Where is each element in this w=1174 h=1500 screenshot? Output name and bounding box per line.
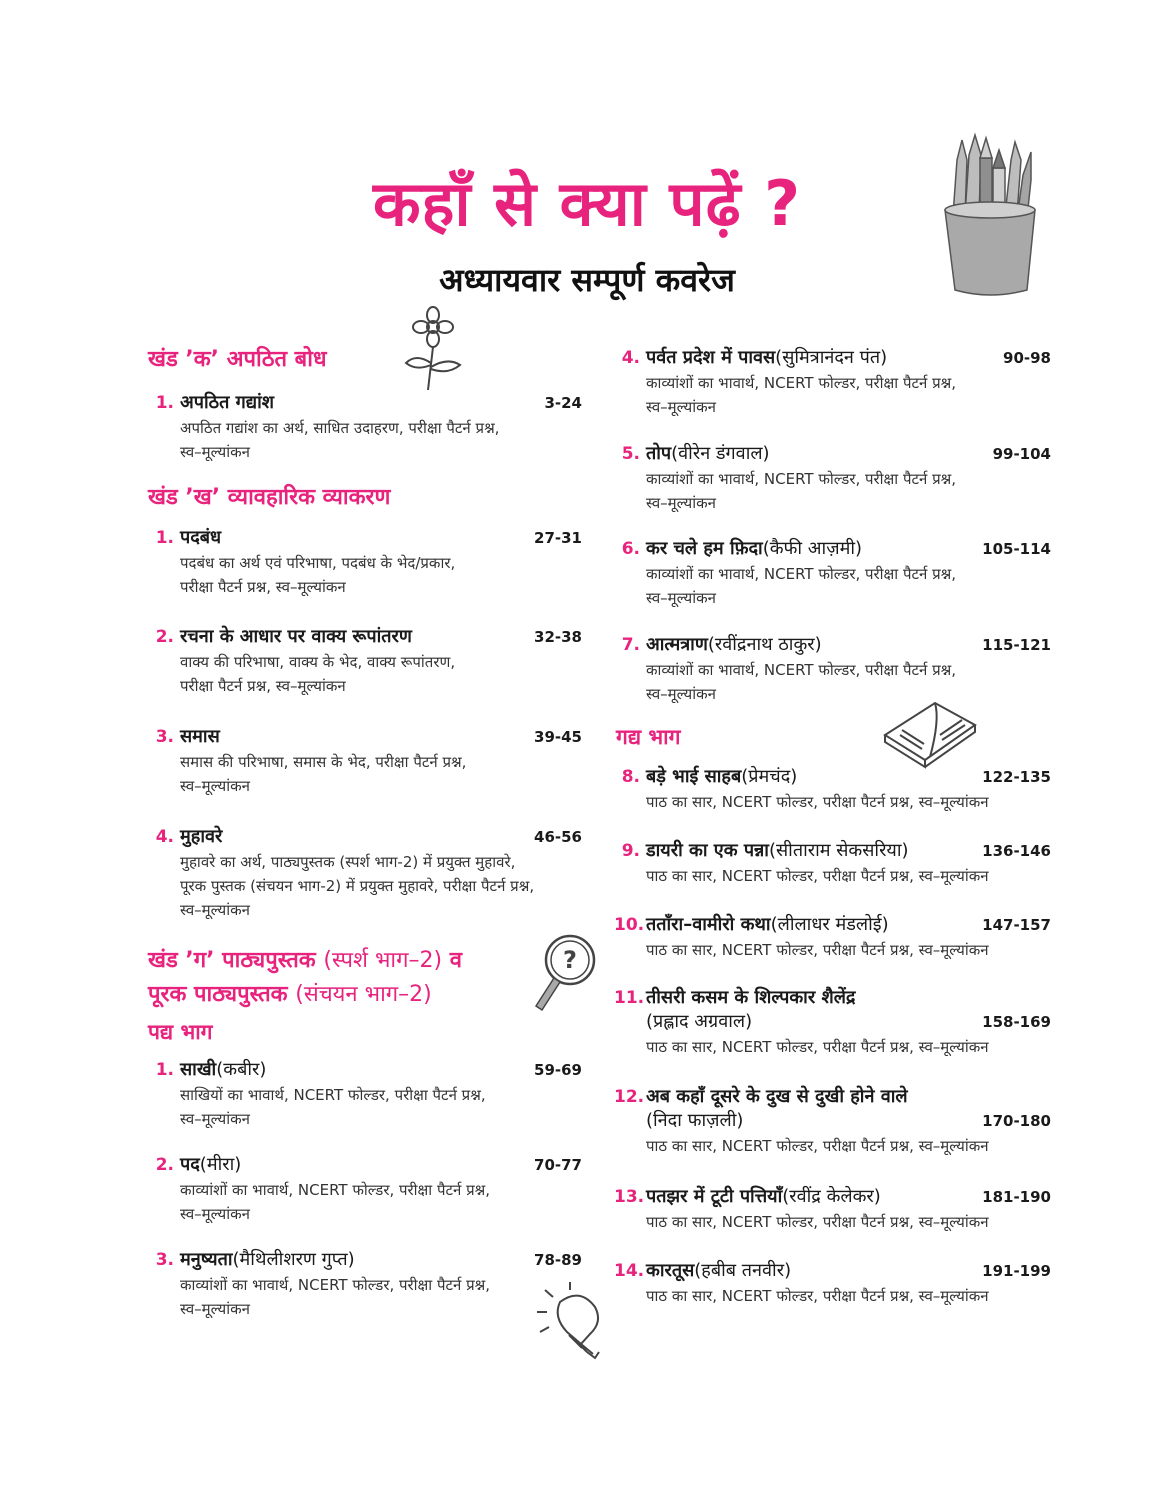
entry-description: पाठ का सार, NCERT फोल्डर, परीक्षा पैटर्न प्रश्न, स्व–मूल्यांकन bbox=[646, 1213, 989, 1231]
entry-description: साखियों का भावार्थ, NCERT फोल्डर, परीक्षा पैटर्न प्रश्न, bbox=[180, 1086, 486, 1104]
entry-title: बड़े भाई साहब bbox=[646, 766, 742, 787]
entry-description: पाठ का सार, NCERT फोल्डर, परीक्षा पैटर्न प्रश्न, स्व–मूल्यांकन bbox=[646, 1038, 989, 1056]
entry-author: (हबीब तनवीर) bbox=[694, 1260, 792, 1281]
entry-author: (कैफी आज़मी) bbox=[762, 538, 863, 559]
entry-description: पाठ का सार, NCERT फोल्डर, परीक्षा पैटर्न प्रश्न, स्व–मूल्यांकन bbox=[646, 1137, 989, 1155]
entry-description: स्व–मूल्यांकन bbox=[646, 494, 716, 512]
entry-number: 3. bbox=[155, 1250, 174, 1270]
entry-number: 14. bbox=[614, 1261, 645, 1281]
flower-icon bbox=[398, 305, 468, 395]
entry-author: (वीरेन डंगवाल) bbox=[671, 443, 770, 464]
entry-author: (निदा फाज़ली) bbox=[646, 1110, 744, 1131]
entry-description: काव्यांशों का भावार्थ, NCERT फोल्डर, परीक्षा पैटर्न प्रश्न, bbox=[646, 470, 957, 488]
toc-entry-padbandh[interactable] bbox=[148, 525, 582, 599]
pencil-cup-icon bbox=[935, 130, 1045, 300]
entry-pages: 39-45 bbox=[534, 728, 582, 746]
entry-pages: 181-190 bbox=[982, 1188, 1051, 1206]
entry-number: 8. bbox=[621, 767, 640, 787]
entry-author: (रवींद्र केलेकर) bbox=[782, 1186, 881, 1207]
entry-number: 10. bbox=[614, 915, 645, 935]
toc-entry-rachna[interactable] bbox=[148, 624, 582, 698]
magnifier-question-icon bbox=[530, 930, 600, 1015]
entry-pages: 136-146 bbox=[982, 842, 1051, 860]
section-heading-label: खंड ’क’ अपठित बोध bbox=[148, 347, 327, 372]
entry-description: पूरक पुस्तक (संचयन भाग-2) में प्रयुक्त मुहावरे, परीक्षा पैटर्न प्रश्न, bbox=[180, 877, 535, 895]
section-heading-paren: (संचयन भाग–2) bbox=[295, 982, 432, 1007]
entry-pages: 115-121 bbox=[982, 636, 1051, 654]
entry-pages: 147-157 bbox=[982, 916, 1051, 934]
entry-author: (कबीर) bbox=[216, 1059, 267, 1080]
section-heading-label: पूरक पाठ्यपुस्तक bbox=[148, 982, 296, 1007]
entry-number: 7. bbox=[621, 635, 640, 655]
entry-number: 9. bbox=[621, 841, 640, 861]
section-heading-label: पद्य भाग bbox=[148, 1020, 213, 1044]
entry-title: मनुष्यता bbox=[180, 1249, 233, 1270]
entry-title: पदबंध bbox=[180, 527, 222, 548]
entry-pages: 32-38 bbox=[534, 628, 582, 646]
entry-number: 3. bbox=[155, 727, 174, 747]
entry-author: (मीरा) bbox=[199, 1154, 242, 1175]
entry-number: 6. bbox=[621, 539, 640, 559]
toc-entry-kartoos[interactable] bbox=[614, 1258, 1051, 1308]
section-heading-padya bbox=[148, 1015, 213, 1049]
entry-description: स्व–मूल्यांकन bbox=[646, 685, 716, 703]
toc-entry-parvat[interactable] bbox=[614, 345, 1051, 419]
toc-entry-atmatran[interactable] bbox=[614, 632, 1051, 706]
entry-description: पदबंध का अर्थ एवं परिभाषा, पदबंध के भेद/प्रकार, bbox=[180, 554, 456, 572]
entry-description: काव्यांशों का भावार्थ, NCERT फोल्डर, परीक्षा पैटर्न प्रश्न, bbox=[180, 1276, 491, 1294]
entry-pages: 90-98 bbox=[1003, 349, 1051, 367]
entry-description: स्व–मूल्यांकन bbox=[646, 398, 716, 416]
entry-title: अब कहाँ दूसरे के दुख से दुखी होने वाले bbox=[646, 1086, 908, 1107]
toc-entry-samas[interactable] bbox=[148, 724, 582, 798]
entry-description: स्व–मूल्यांकन bbox=[180, 777, 250, 795]
open-book-icon bbox=[880, 695, 980, 775]
section-heading-label: खंड ’ख’ व्यावहारिक व्याकरण bbox=[148, 485, 391, 510]
toc-entry-teesri[interactable] bbox=[614, 985, 1051, 1059]
entry-number: 1. bbox=[155, 528, 174, 548]
entry-number: 13. bbox=[614, 1187, 645, 1207]
entry-number: 1. bbox=[155, 1060, 174, 1080]
entry-description: काव्यांशों का भावार्थ, NCERT फोल्डर, परीक्षा पैटर्न प्रश्न, bbox=[646, 565, 957, 583]
entry-pages: 158-169 bbox=[982, 1013, 1051, 1031]
entry-number: 11. bbox=[614, 988, 645, 1008]
entry-title: साखी bbox=[180, 1059, 217, 1080]
entry-pages: 99-104 bbox=[992, 445, 1051, 463]
entry-description: वाक्य की परिभाषा, वाक्य के भेद, वाक्य रूपांतरण, bbox=[180, 653, 456, 671]
entry-description: स्व–मूल्यांकन bbox=[180, 1205, 250, 1223]
toc-entry-muhavare[interactable] bbox=[148, 824, 582, 922]
entry-author: (लीलाधर मंडलोई) bbox=[770, 914, 889, 935]
entry-description: पाठ का सार, NCERT फोल्डर, परीक्षा पैटर्न प्रश्न, स्व–मूल्यांकन bbox=[646, 1287, 989, 1305]
entry-title: डायरी का एक पन्ना bbox=[646, 840, 769, 861]
section-heading-tail: व bbox=[442, 948, 463, 973]
entry-pages: 46-56 bbox=[534, 828, 582, 846]
entry-author: (रवींद्रनाथ ठाकुर) bbox=[707, 634, 822, 655]
entry-title: समास bbox=[180, 726, 220, 747]
entry-description: पाठ का सार, NCERT फोल्डर, परीक्षा पैटर्न प्रश्न, स्व–मूल्यांकन bbox=[646, 793, 989, 811]
section-heading-khand-ka bbox=[148, 343, 326, 377]
entry-pages: 105-114 bbox=[982, 540, 1051, 558]
entry-number: 4. bbox=[621, 348, 640, 368]
toc-entry-patjhar[interactable] bbox=[614, 1184, 1051, 1234]
entry-description: स्व–मूल्यांकन bbox=[646, 589, 716, 607]
toc-entry-bade-bhai[interactable] bbox=[614, 764, 1051, 814]
toc-entry-sakhi[interactable] bbox=[148, 1057, 582, 1131]
entry-title: पर्वत प्रदेश में पावस bbox=[646, 347, 776, 368]
toc-entry-top[interactable] bbox=[614, 441, 1051, 515]
entry-pages: 27-31 bbox=[534, 529, 582, 547]
toc-entry-pad[interactable] bbox=[148, 1152, 582, 1226]
section-heading-label: गद्य भाग bbox=[616, 725, 681, 749]
entry-description: काव्यांशों का भावार्थ, NCERT फोल्डर, परीक्षा पैटर्न प्रश्न, bbox=[646, 661, 957, 679]
entry-title: रचना के आधार पर वाक्य रूपांतरण bbox=[180, 626, 412, 647]
entry-description: परीक्षा पैटर्न प्रश्न, स्व–मूल्यांकन bbox=[180, 677, 346, 695]
section-heading-purak bbox=[148, 978, 432, 1012]
page-title: कहाँ से क्या पढ़ें ? bbox=[372, 167, 802, 240]
entry-title: तताँरा–वामीरो कथा bbox=[646, 914, 771, 935]
toc-entry-ab-kahan[interactable] bbox=[614, 1084, 1051, 1158]
entry-description: परीक्षा पैटर्न प्रश्न, स्व–मूल्यांकन bbox=[180, 578, 346, 596]
entry-author: (सीताराम सेकसरिया) bbox=[768, 840, 909, 861]
entry-description: काव्यांशों का भावार्थ, NCERT फोल्डर, परीक्षा पैटर्न प्रश्न, bbox=[180, 1181, 491, 1199]
section-heading-khand-kha bbox=[148, 481, 390, 515]
entry-number: 2. bbox=[155, 627, 174, 647]
section-heading-label: खंड ’ग’ पाठ्यपुस्तक bbox=[148, 948, 324, 973]
entry-description: स्व–मूल्यांकन bbox=[180, 1300, 250, 1318]
entry-title: पतझर में टूटी पत्तियाँ bbox=[646, 1186, 783, 1207]
entry-author: (सुमित्रानंदन पंत) bbox=[775, 347, 888, 368]
entry-title: कर चले हम फ़िदा bbox=[646, 538, 763, 559]
toc-entry-tatara[interactable] bbox=[614, 912, 1051, 962]
entry-description: स्व–मूल्यांकन bbox=[180, 1110, 250, 1128]
entry-description: मुहावरे का अर्थ, पाठ्यपुस्तक (स्पर्श भाग-2) में प्रयुक्त मुहावरे, bbox=[180, 853, 516, 871]
entry-pages: 70-77 bbox=[534, 1156, 582, 1174]
entry-description: पाठ का सार, NCERT फोल्डर, परीक्षा पैटर्न प्रश्न, स्व–मूल्यांकन bbox=[646, 867, 989, 885]
entry-pages: 3-24 bbox=[544, 394, 582, 412]
entry-title: तोप bbox=[646, 443, 672, 464]
entry-author: (प्रह्लाद अग्रवाल) bbox=[646, 1011, 753, 1032]
entry-pages: 122-135 bbox=[982, 768, 1051, 786]
entry-title: आत्मत्राण bbox=[646, 634, 708, 655]
section-heading-khand-ga bbox=[148, 944, 462, 978]
entry-title: तीसरी कसम के शिल्पकार शैलेंद्र bbox=[646, 987, 856, 1008]
toc-entry-diary[interactable] bbox=[614, 838, 1051, 888]
entry-description: पाठ का सार, NCERT फोल्डर, परीक्षा पैटर्न प्रश्न, स्व–मूल्यांकन bbox=[646, 941, 989, 959]
toc-entry-kar-chale[interactable] bbox=[614, 536, 1051, 610]
entry-number: 1. bbox=[155, 393, 174, 413]
entry-description: अपठित गद्यांश का अर्थ, साधित उदाहरण, परीक्षा पैटर्न प्रश्न, bbox=[180, 419, 500, 437]
toc-entry-manushyata[interactable] bbox=[148, 1247, 582, 1321]
entry-number: 4. bbox=[155, 827, 174, 847]
entry-title: कारतूस bbox=[646, 1260, 695, 1281]
svg-text:?: ? bbox=[563, 946, 577, 974]
entry-description: समास की परिभाषा, समास के भेद, परीक्षा पैटर्न प्रश्न, bbox=[180, 753, 467, 771]
entry-title: मुहावरे bbox=[180, 826, 223, 847]
page-subtitle: अध्यायवार सम्पूर्ण कवरेज bbox=[439, 261, 735, 299]
entry-description: स्व–मूल्यांकन bbox=[180, 901, 250, 919]
section-heading-gadya bbox=[616, 720, 680, 754]
entry-author: (प्रेमचंद) bbox=[741, 766, 798, 787]
toc-entry-apathit[interactable] bbox=[148, 390, 582, 464]
entry-author: (मैथिलीशरण गुप्त) bbox=[232, 1249, 355, 1270]
entry-pages: 170-180 bbox=[982, 1112, 1051, 1130]
entry-description: स्व–मूल्यांकन bbox=[180, 443, 250, 461]
entry-pages: 59-69 bbox=[534, 1061, 582, 1079]
entry-number: 12. bbox=[614, 1087, 645, 1107]
entry-number: 5. bbox=[621, 444, 640, 464]
entry-title: अपठित गद्यांश bbox=[180, 392, 274, 413]
section-heading-paren: (स्पर्श भाग–2) bbox=[323, 948, 443, 973]
entry-pages: 78-89 bbox=[534, 1251, 582, 1269]
entry-number: 2. bbox=[155, 1155, 174, 1175]
entry-title: पद bbox=[180, 1154, 200, 1175]
entry-description: काव्यांशों का भावार्थ, NCERT फोल्डर, परीक्षा पैटर्न प्रश्न, bbox=[646, 374, 957, 392]
entry-pages: 191-199 bbox=[982, 1262, 1051, 1280]
